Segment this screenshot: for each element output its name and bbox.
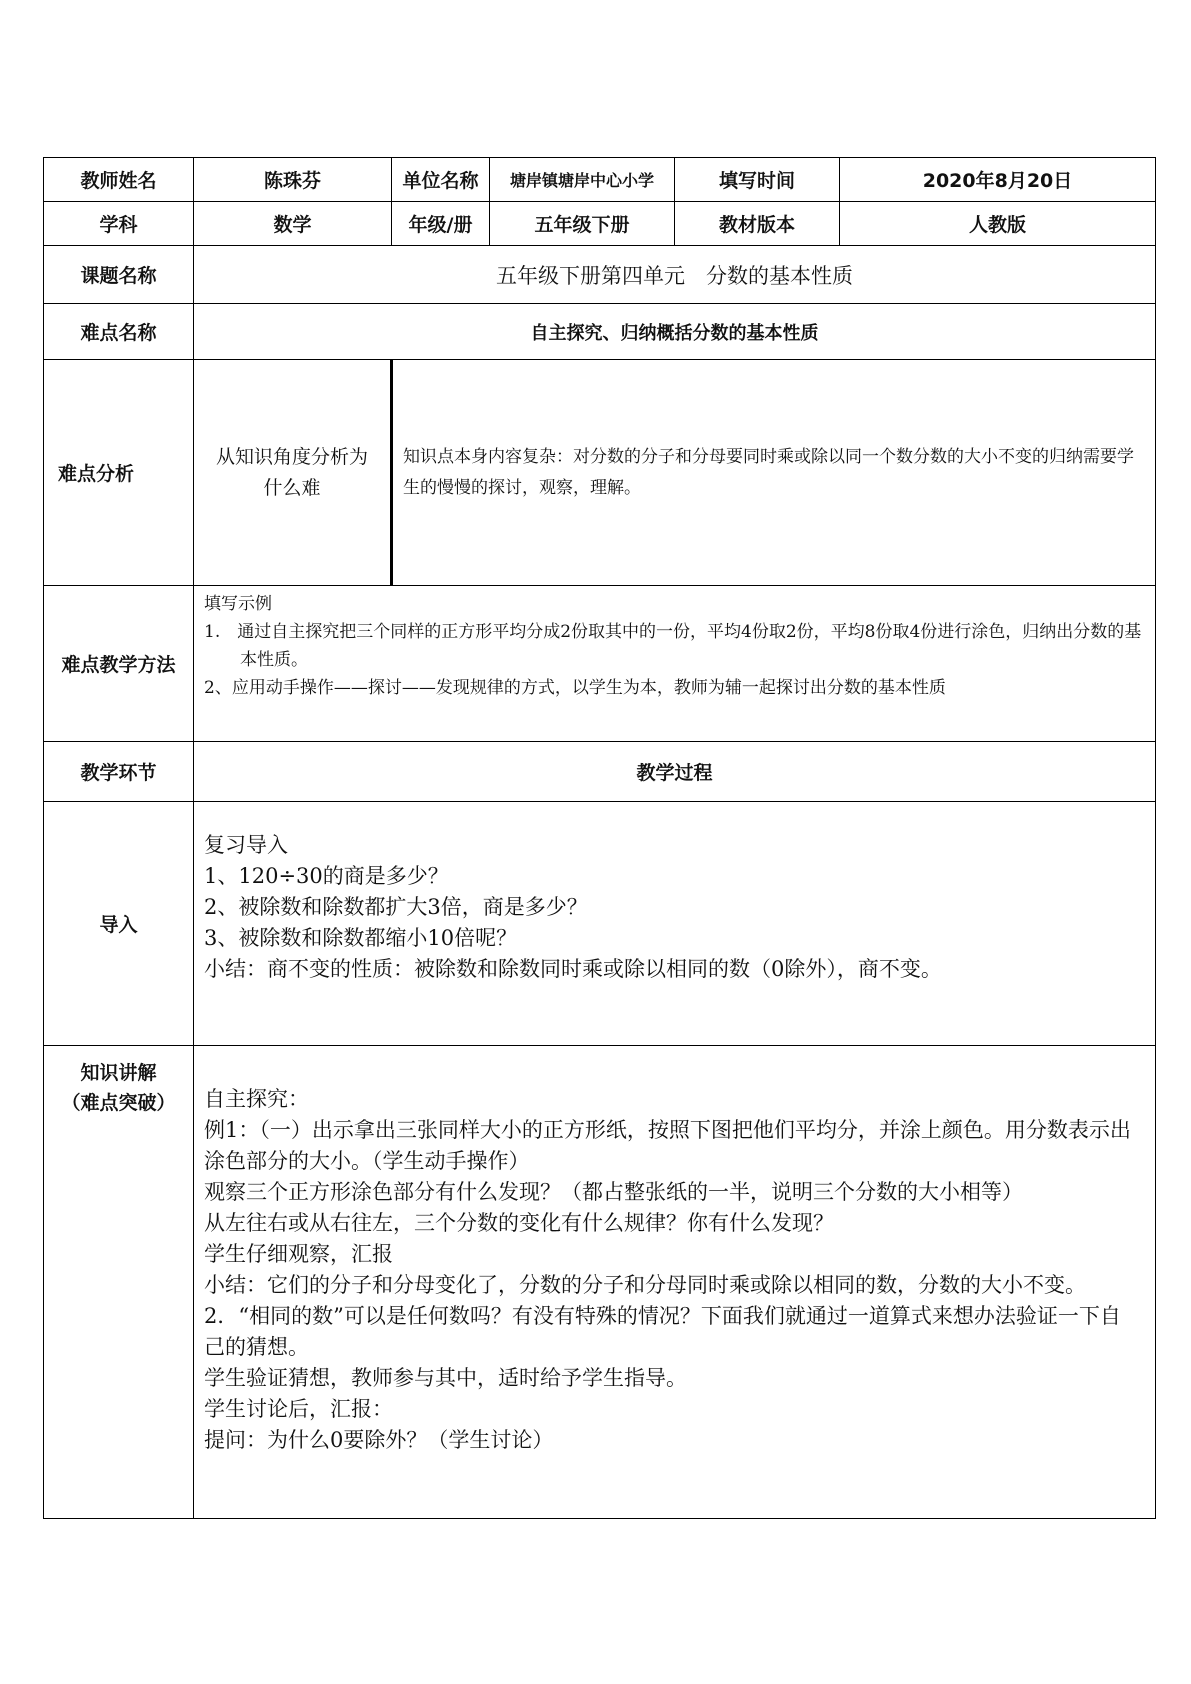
process-header-value: 教学过程 (194, 742, 1156, 802)
difficulty-label: 难点名称 (44, 304, 194, 360)
teacher-label: 教师姓名 (44, 158, 194, 202)
subject-label: 学科 (44, 202, 194, 246)
analysis-row (44, 360, 1156, 586)
intro-line-1: 复习导入 (204, 833, 288, 857)
explain-line-3: 观察三个正方形涂色部分有什么发现？（都占整张纸的一半，说明三个分数的大小相等） (204, 1180, 1023, 1204)
date-value: 2020年8月20日 (840, 158, 1156, 202)
topic-row (44, 246, 1156, 304)
header-row-1 (44, 158, 1156, 202)
explain-line-8: 学生验证猜想，教师参与其中，适时给予学生指导。 (204, 1366, 687, 1390)
analysis-label: 难点分析 (44, 360, 194, 586)
edition-label: 教材版本 (675, 202, 840, 246)
difficulty-value: 自主探究、归纳概括分数的基本性质 (194, 304, 1156, 360)
process-header-row (44, 742, 1156, 802)
explain-line-4: 从左往右或从右往左，三个分数的变化有什么规律？你有什么发现？ (204, 1211, 834, 1235)
date-label: 填写时间 (675, 158, 840, 202)
unit-value: 塘岸镇塘岸中心小学 (490, 158, 675, 202)
intro-row (44, 802, 1156, 1046)
analysis-sub-label: 从知识角度分析为什么难 (194, 360, 392, 586)
grade-label: 年级/册 (392, 202, 490, 246)
topic-label: 课题名称 (44, 246, 194, 304)
explain-line-10: 提问：为什么0要除外？（学生讨论） (204, 1428, 554, 1452)
explain-line-7: 2．“相同的数”可以是任何数吗？有没有特殊的情况？下面我们就通过一道算式来想办法验证一下自己的猜想。 (204, 1304, 1121, 1359)
explain-line-1: 自主探究： (204, 1087, 309, 1111)
explain-line-6: 小结：它们的分子和分母变化了，分数的分子和分母同时乘或除以相同的数，分数的大小不变。 (204, 1273, 1086, 1297)
unit-label: 单位名称 (392, 158, 490, 202)
explain-label (44, 1046, 194, 1519)
method-content (194, 586, 1156, 742)
explain-label-line-1: 知识讲解 (80, 1062, 157, 1084)
explain-row (44, 1046, 1156, 1519)
explain-label-line-2: （难点突破） (61, 1092, 176, 1114)
subject-value: 数学 (194, 202, 392, 246)
explain-line-2: 例1：（一）出示拿出三张同样大小的正方形纸，按照下图把他们平均分，并涂上颜色。用分数表示出涂色部分的大小。（学生动手操作） (204, 1118, 1131, 1173)
explain-content (194, 1046, 1156, 1519)
method-heading: 填写示例 (204, 594, 272, 614)
difficulty-row (44, 304, 1156, 360)
method-row (44, 586, 1156, 742)
edition-value: 人教版 (840, 202, 1156, 246)
intro-label: 导入 (44, 802, 194, 1046)
teacher-value: 陈珠芬 (194, 158, 392, 202)
intro-line-4: 3、被除数和除数都缩小10倍呢？ (204, 926, 518, 950)
explain-line-5: 学生仔细观察，汇报 (204, 1242, 393, 1266)
method-label: 难点教学方法 (44, 586, 194, 742)
intro-line-5: 小结：商不变的性质：被除数和除数同时乘或除以相同的数（0除外），商不变。 (204, 957, 942, 981)
method-list (204, 618, 1149, 702)
method-item-2: 2、应用动手操作——探讨——发现规律的方式，以学生为本，教师为辅一起探讨出分数的基本性质 (204, 678, 946, 698)
intro-line-3: 2、被除数和除数都扩大3倍，商是多少？ (204, 895, 588, 919)
topic-value: 五年级下册第四单元 分数的基本性质 (194, 246, 1156, 304)
method-item-1: 1. 通过自主探究把三个同样的正方形平均分成2份取其中的一份，平均4份取2份，平均8份取4份进行涂色，归纳出分数的基本性质。 (204, 622, 1142, 670)
process-header-label: 教学环节 (44, 742, 194, 802)
intro-line-2: 1、120÷30的商是多少？ (204, 864, 449, 888)
explain-line-9: 学生讨论后，汇报： (204, 1397, 393, 1421)
header-row-2 (44, 202, 1156, 246)
lesson-plan-table (43, 157, 1156, 1519)
analysis-text: 知识点本身内容复杂：对分数的分子和分母要同时乘或除以同一个数分数的大小不变的归纳需要学生的慢慢的探讨，观察，理解。 (392, 360, 1156, 586)
grade-value: 五年级下册 (490, 202, 675, 246)
intro-content (194, 802, 1156, 1046)
